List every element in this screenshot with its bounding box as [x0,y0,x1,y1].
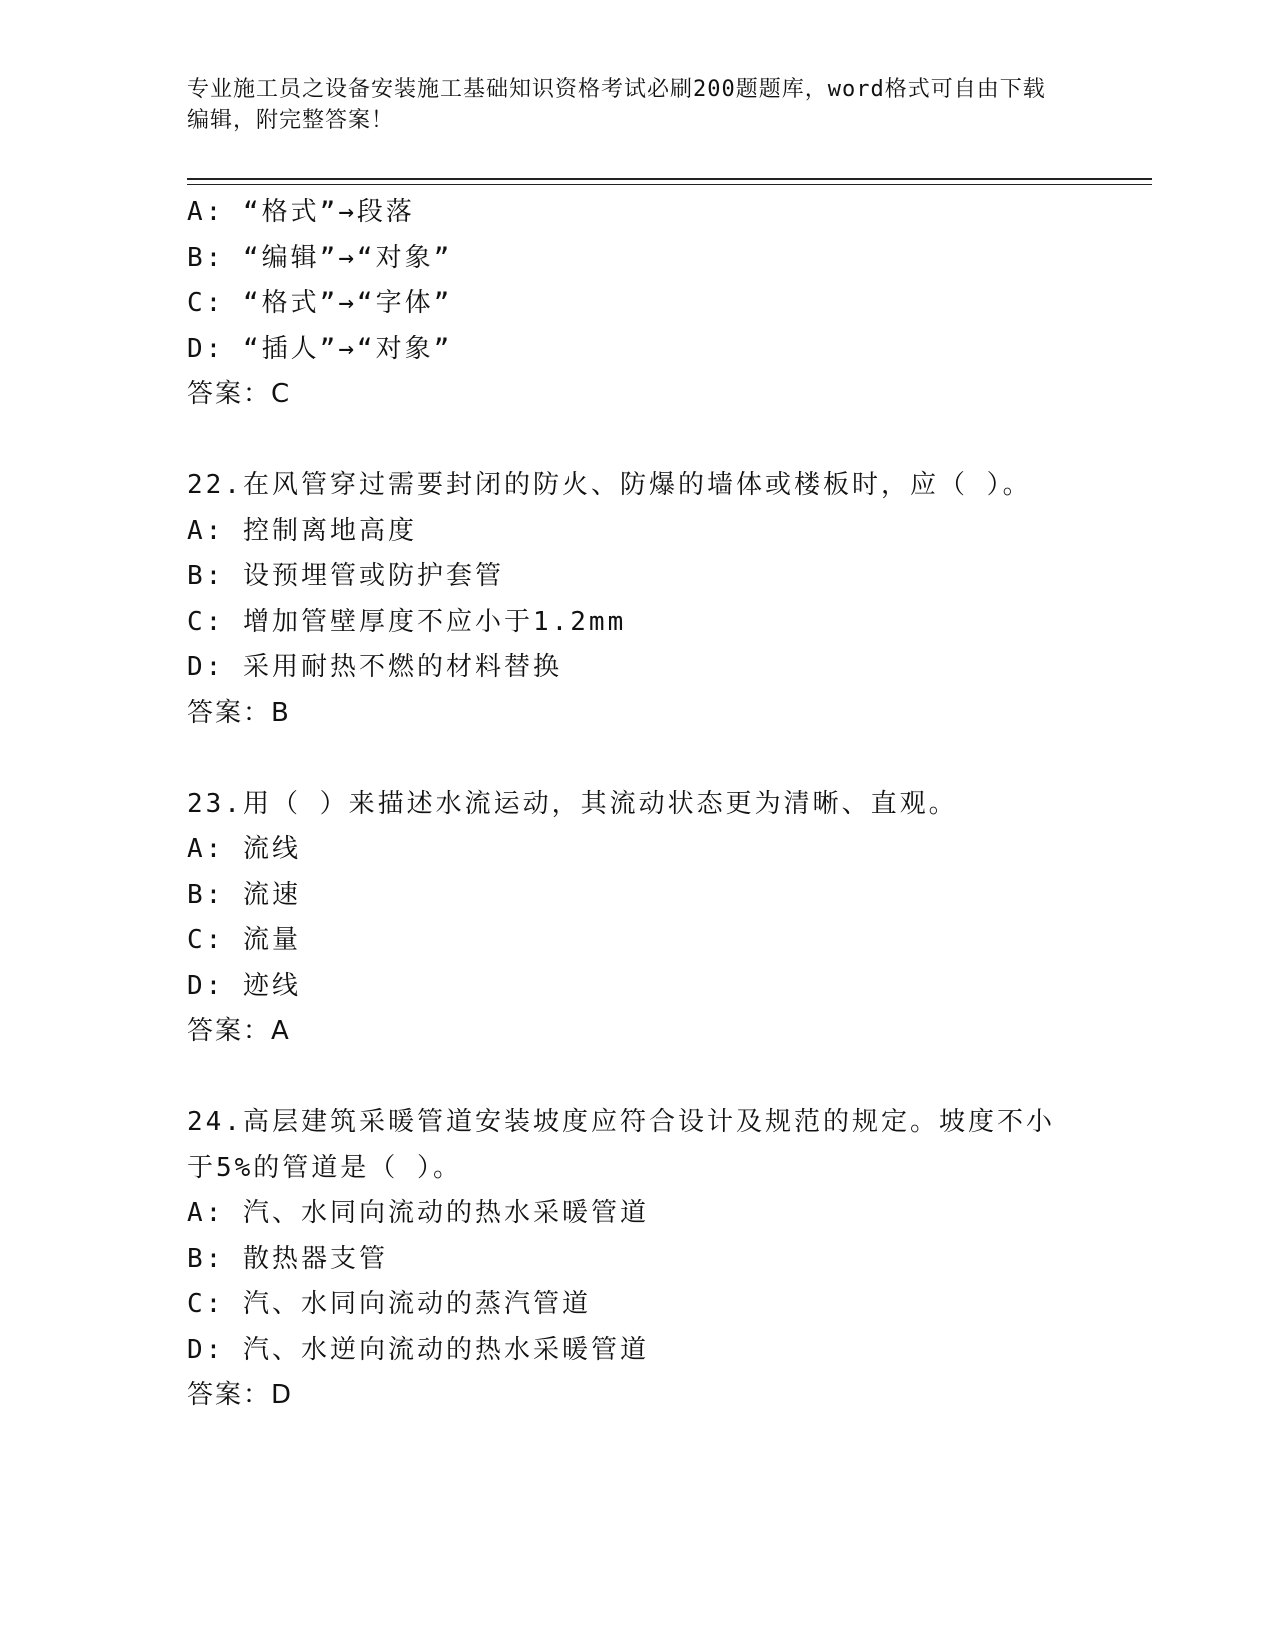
option-c: C: “格式”→“字体” [187,288,453,318]
option-c: C: 汽、水同向流动的蒸汽管道 [187,1289,591,1319]
answer-line: 答案：A [187,1016,291,1046]
answer-line: 答案：C [187,379,292,409]
question-spacer [187,418,1152,464]
option-b: B: 散热器支管 [187,1243,388,1274]
question-22 [187,463,1152,736]
option-b: B: 流速 [187,879,301,910]
option-d: D: 采用耐热不燃的材料替换 [187,652,562,682]
question-spacer [187,1055,1152,1101]
option-a: A: 流线 [187,834,301,864]
question-23 [187,782,1152,1055]
option-c: C: 增加管壁厚度不应小于1.2mm [187,606,627,637]
option-a: A: 控制离地高度 [187,515,417,546]
question-spacer [187,736,1152,782]
document-header: 专业施工员之设备安装施工基础知识资格考试必刷200题题库，word格式可自由下载编辑，附完整答案！ [187,77,1046,133]
option-a: A: 汽、水同向流动的热水采暖管道 [187,1198,649,1228]
option-b: B: 设预埋管或防护套管 [187,561,504,591]
question-21 [187,190,1152,418]
option-c: C: 流量 [187,925,301,955]
question-stem: 23.用（ ）来描述水流运动，其流动状态更为清晰、直观。 [187,788,958,819]
question-stem: 24.高层建筑采暖管道安装坡度应符合设计及规范的规定。坡度不小于5%的管道是（ ）。 [187,1107,1055,1183]
question-list [187,190,1152,1419]
header-rule-thick [187,178,1152,180]
header-rule-thin [187,184,1152,185]
question-24 [187,1100,1152,1419]
option-d: D: “插人”→“对象” [187,333,453,364]
answer-line: 答案：D [187,1380,294,1410]
option-d: D: 汽、水逆向流动的热水采暖管道 [187,1334,649,1365]
option-d: D: 迹线 [187,970,301,1001]
answer-line: 答案：B [187,697,291,728]
question-stem: 22.在风管穿过需要封闭的防火、防爆的墙体或楼板时，应（ ）。 [187,470,1032,500]
option-b: B: “编辑”→“对象” [187,242,453,273]
option-a: A: “格式”→段落 [187,197,415,227]
